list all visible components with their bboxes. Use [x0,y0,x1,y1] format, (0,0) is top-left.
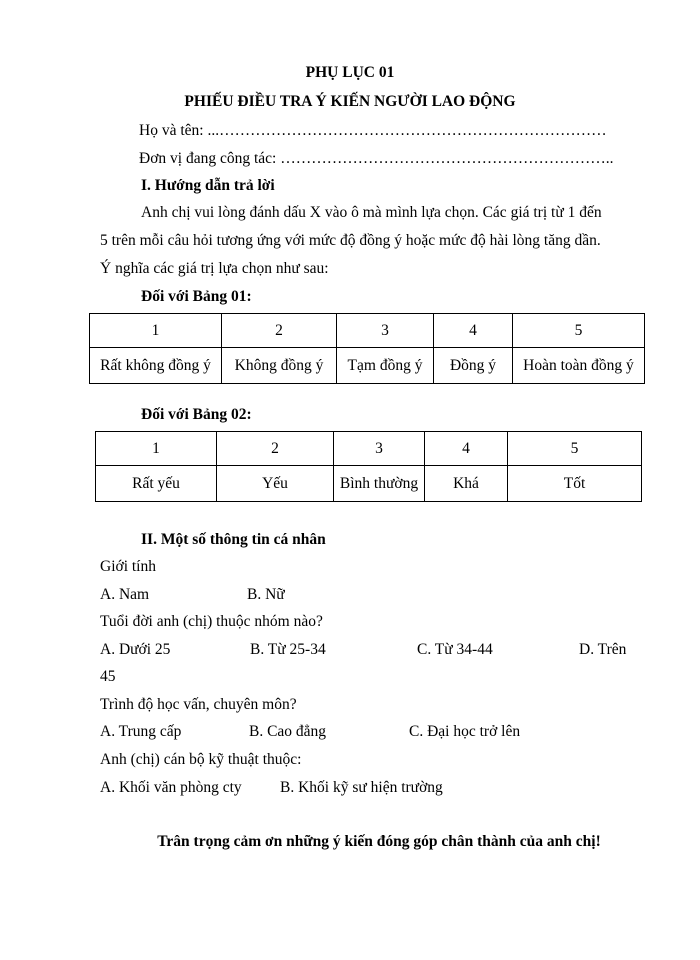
table1-meaning-cell: Hoàn toàn đồng ý [513,348,645,384]
table2-scale [95,431,642,502]
instructions-line-2: 5 trên mỗi câu hỏi tương ứng với mức độ đồng ý hoặc mức độ hài lòng tăng dần. [100,232,601,249]
appendix-label: PHỤ LỤC 01 [305,64,395,81]
gender-question: Giới tính [100,558,156,575]
table1-meaning-cell: Rất không đồng ý [90,348,222,384]
table1-meaning-cell: Đồng ý [434,348,513,384]
table1-number-row [90,314,645,348]
table2-meaning-cell: Bình thường [334,466,425,502]
education-option-b[interactable]: B. Cao đẳng [249,723,327,740]
education-question: Trình độ học vấn, chuyên môn? [100,696,297,713]
table2-number-cell[interactable]: 4 [425,432,508,466]
table2-number-row [96,432,642,466]
page-title: PHIẾU ĐIỀU TRA Ý KIẾN NGƯỜI LAO ĐỘNG [184,93,516,110]
table1-number-cell[interactable]: 4 [434,314,513,348]
table2-meaning-row [96,466,642,502]
table2-label: Đối với Bảng 02: [141,406,252,423]
table1-label: Đối với Bảng 01: [141,288,252,305]
table1-meaning-cell: Tạm đồng ý [337,348,434,384]
education-option-a[interactable]: A. Trung cấp [100,723,182,740]
table2-meaning-cell: Rất yếu [96,466,217,502]
department-option-b[interactable]: B. Khối kỹ sư hiện trường [280,779,443,796]
table2-number-cell[interactable]: 3 [334,432,425,466]
table2-number-cell[interactable]: 1 [96,432,217,466]
unit-field-line[interactable]: Đơn vị đang công tác: ……………………………………………………….. [139,150,614,167]
table2-number-cell[interactable]: 5 [508,432,642,466]
gender-option-a[interactable]: A. Nam [100,586,150,603]
table1-number-cell[interactable]: 1 [90,314,222,348]
age-option-c[interactable]: C. Từ 34-44 [417,641,493,658]
instructions-line-1: Anh chị vui lòng đánh dấu X vào ô mà mình lựa chọn. Các giá trị từ 1 đến [141,204,602,221]
table1-number-cell[interactable]: 3 [337,314,434,348]
education-option-c[interactable]: C. Đại học trở lên [409,723,521,740]
table2-meaning-cell: Khá [425,466,508,502]
gender-option-b[interactable]: B. Nữ [247,586,285,603]
section1-heading: I. Hướng dẫn trả lời [141,177,275,194]
table2-meaning-cell: Yếu [217,466,334,502]
thanks-message: Trân trọng cảm ơn những ý kiến đóng góp chân thành của anh chị! [157,833,601,850]
age-option-d[interactable]: D. Trên [579,641,627,658]
name-field-line[interactable]: Họ và tên: ...………………………………………………………………… [139,122,607,139]
age-option-d-wrap: 45 [100,668,116,685]
age-option-b[interactable]: B. Từ 25-34 [250,641,326,658]
table2-number-cell[interactable]: 2 [217,432,334,466]
table1-scale [89,313,645,384]
table1-meaning-cell: Không đồng ý [222,348,337,384]
table1-number-cell[interactable]: 5 [513,314,645,348]
section2-heading: II. Một số thông tin cá nhân [141,531,326,548]
table1-number-cell[interactable]: 2 [222,314,337,348]
age-question: Tuổi đời anh (chị) thuộc nhóm nào? [100,613,323,630]
department-option-a[interactable]: A. Khối văn phòng cty [100,779,242,796]
table1-meaning-row [90,348,645,384]
age-option-a[interactable]: A. Dưới 25 [100,641,171,658]
department-question: Anh (chị) cán bộ kỹ thuật thuộc: [100,751,302,768]
instructions-line-3: Ý nghĩa các giá trị lựa chọn như sau: [100,260,329,277]
table2-meaning-cell: Tốt [508,466,642,502]
